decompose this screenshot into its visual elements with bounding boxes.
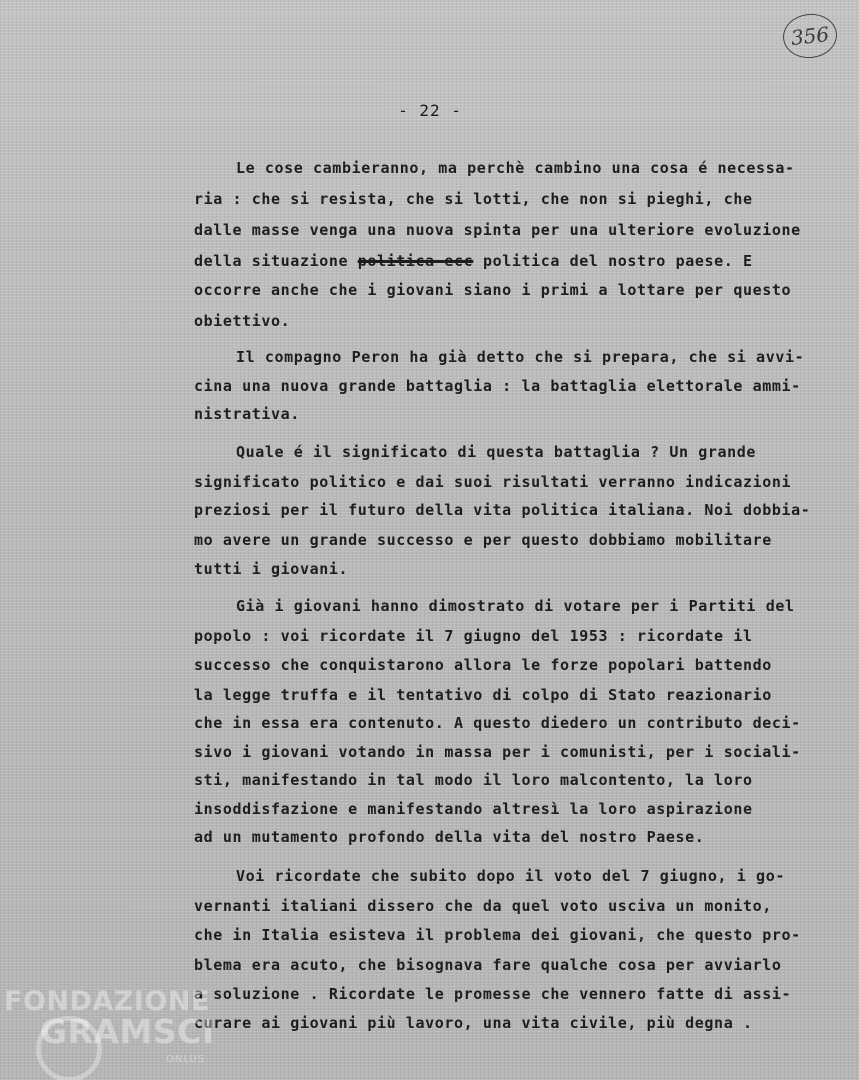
text-line-with-deletion xyxy=(194,251,753,271)
text-line: ria : che si resista, che si lotti, che non si pieghi, che xyxy=(194,190,753,208)
text-line: successo che conquistarono allora le forze popolari battendo xyxy=(194,656,772,674)
text-segment: della situazione xyxy=(194,252,349,270)
text-line: Voi ricordate che subito dopo il voto del 7 giugno, i go- xyxy=(236,867,785,885)
watermark-line3: ONLUS xyxy=(166,1054,206,1065)
text-line: Le cose cambieranno, ma perchè cambino una cosa é necessa- xyxy=(236,159,795,177)
watermark-logo-icon xyxy=(36,1016,102,1080)
text-line: occorre anche che i giovani siano i primi a lottare per questo xyxy=(194,281,792,299)
text-line: cina una nuova grande battaglia : la battaglia elettorale ammi- xyxy=(194,377,801,395)
text-line: popolo : voi ricordate il 7 giugno del 1953 : ricordate il xyxy=(194,627,753,645)
text-line: dalle masse venga una nuova spinta per una ulteriore evoluzione xyxy=(194,221,801,239)
text-line: ad un mutamento profondo della vita del nostro Paese. xyxy=(194,828,705,846)
watermark-line2: GRAMSCI xyxy=(40,1012,215,1051)
text-line: sti, manifestando in tal modo il loro malcontento, la loro xyxy=(194,771,753,789)
page-number: - 22 - xyxy=(398,101,462,120)
text-line: blema era acuto, che bisognava fare qualche cosa per avviarlo xyxy=(194,956,782,974)
archive-page-stamp: 356 xyxy=(781,11,839,60)
text-line: che in essa era contenuto. A questo diedero un contributo deci- xyxy=(194,714,801,732)
text-line: preziosi per il futuro della vita politica italiana. Noi dobbia- xyxy=(194,501,811,519)
text-line: la legge truffa e il tentativo di colpo di Stato reazionario xyxy=(194,686,772,704)
text-line: mo avere un grande successo e per questo dobbiamo mobilitare xyxy=(194,531,772,549)
text-line: obiettivo. xyxy=(194,312,291,330)
watermark-line1: FONDAZIONE xyxy=(4,986,210,1017)
text-line: che in Italia esisteva il problema dei giovani, che questo pro- xyxy=(194,926,801,944)
text-line: Il compagno Peron ha già detto che si prepara, che si avvi- xyxy=(236,348,805,366)
text-line: curare ai giovani più lavoro, una vita civile, più degna . xyxy=(194,1014,753,1032)
text-line: sivo i giovani votando in massa per i comunisti, per i sociali- xyxy=(194,743,801,761)
text-line: Già i giovani hanno dimostrato di votare per i Partiti del xyxy=(236,597,795,615)
text-line: a soluzione . Ricordate le promesse che vennero fatte di assi- xyxy=(194,985,792,1003)
text-segment: politica del nostro paese. E xyxy=(482,252,753,270)
text-line: vernanti italiani dissero che da quel voto usciva un monito, xyxy=(194,897,772,915)
text-line: nistrativa. xyxy=(194,405,300,423)
text-line: tutti i giovani. xyxy=(194,560,349,578)
text-line: significato politico e dai suoi risultati verranno indicazioni xyxy=(194,473,792,491)
struck-out-text: politica ecc xyxy=(357,252,474,270)
text-line: Quale é il significato di questa battaglia ? Un grande xyxy=(236,443,757,461)
text-line: insoddisfazione e manifestando altresì la loro aspirazione xyxy=(194,800,753,818)
